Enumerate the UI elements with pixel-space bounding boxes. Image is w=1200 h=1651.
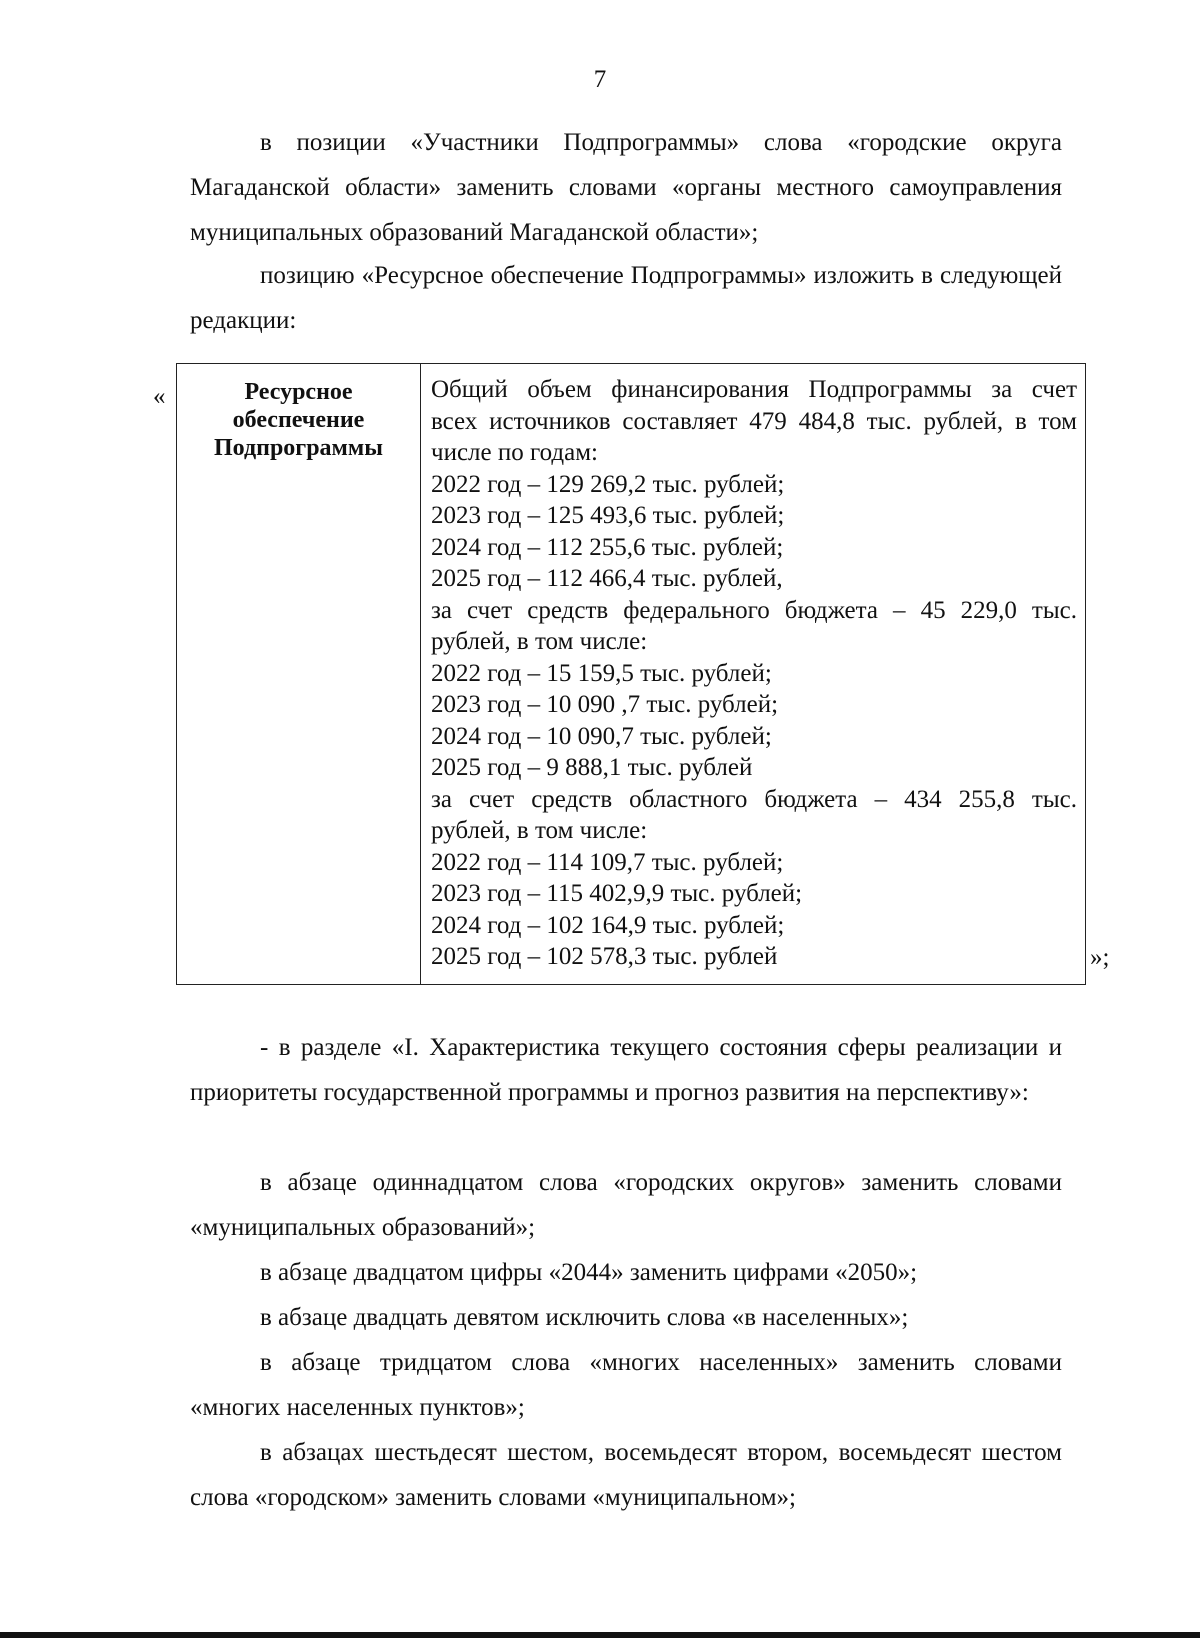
content-line: 2022 год – 114 109,7 тыс. рублей; xyxy=(431,848,784,876)
content-line: 2023 год – 125 493,6 тыс. рублей; xyxy=(431,502,785,529)
resource-table-content-cell xyxy=(421,364,1085,984)
content-line: 2023 год – 10 090 ,7 тыс. рублей; xyxy=(431,691,779,718)
resource-table-label-cell xyxy=(177,364,421,984)
paragraph-abzac-66: в абзацах шестьдесят шестом, восемьдесят втором, восемьдесят шестом слова «городском» заменить словами «муниципальном»; xyxy=(190,1439,1062,1511)
label-line: обеспечение xyxy=(232,407,365,433)
content-line: 2024 год – 10 090,7 тыс. рублей; xyxy=(431,722,772,750)
page-number: 7 xyxy=(593,66,607,93)
content-line: Общий объем финансирования Подпрограммы за счет xyxy=(431,376,1077,403)
content-line: 2025 год – 112 466,4 тыс. рублей, xyxy=(431,565,783,592)
paragraph-abzac-11: в абзаце одиннадцатом слова «городских округов» заменить словами «муниципальных образований»; xyxy=(190,1169,1062,1241)
content-line: рублей, в том числе: xyxy=(431,817,648,844)
paragraph-participants: в позиции «Участники Подпрограммы» слова «городские округа Магаданской области» заменить словами «органы местного самоуправления муниципальных образований Магаданской области»; xyxy=(190,129,1062,246)
table-quote-open: « xyxy=(153,383,166,410)
content-line: 2025 год – 9 888,1 тыс. рублей xyxy=(431,754,753,781)
content-line: 2024 год – 102 164,9 тыс. рублей; xyxy=(431,911,785,939)
table-quote-close: »; xyxy=(1090,944,1110,971)
content-line: 2023 год – 115 402,9,9 тыс. рублей; xyxy=(431,880,803,907)
content-line: числе по годам: xyxy=(431,439,598,466)
paragraph-abzac-30: в абзаце тридцатом слова «многих населенных» заменить словами «многих населенных пунктов»; xyxy=(190,1349,1062,1421)
content-line: за счет средств областного бюджета – 434 255,8 тыс. xyxy=(431,785,1077,813)
label-line: Подпрограммы xyxy=(214,435,383,461)
content-line: за счет средств федерального бюджета – 45 229,0 тыс. xyxy=(431,596,1077,624)
content-line: рублей, в том числе: xyxy=(431,628,648,655)
bottom-rule xyxy=(0,1632,1200,1638)
resource-table xyxy=(176,363,1086,985)
paragraph-abzac-29: в абзаце двадцать девятом исключить слова «в населенных»; xyxy=(260,1304,909,1331)
paragraph-resources-intro: позицию «Ресурсное обеспечение Подпрограммы» изложить в следующей редакции: xyxy=(190,262,1062,334)
content-line: 2022 год – 129 269,2 тыс. рублей; xyxy=(431,470,785,498)
content-line: 2022 год – 15 159,5 тыс. рублей; xyxy=(431,659,772,687)
content-line: 2024 год – 112 255,6 тыс. рублей; xyxy=(431,533,784,561)
label-line: Ресурсное xyxy=(244,379,353,405)
paragraph-section-one: - в разделе «I. Характеристика текущего состояния сферы реализации и приоритеты государственной программы и прогноз развития на перспективу»: xyxy=(190,1034,1062,1106)
content-line: всех источников составляет 479 484,8 тыс. рублей, в том xyxy=(431,407,1077,435)
content-line: 2025 год – 102 578,3 тыс. рублей xyxy=(431,943,778,970)
paragraph-abzac-20: в абзаце двадцатом цифры «2044» заменить цифрами «2050»; xyxy=(260,1259,918,1286)
